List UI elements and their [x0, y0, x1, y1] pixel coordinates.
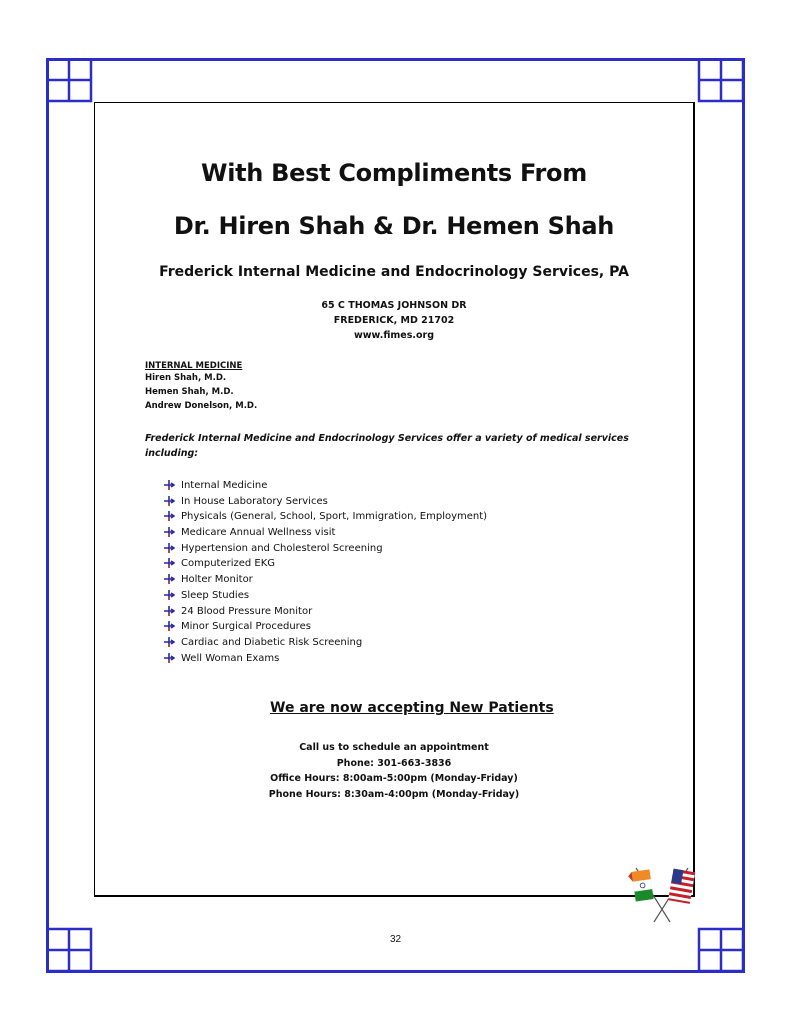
- accepting-patients-heading: We are now accepting New Patients: [270, 700, 554, 716]
- doctor-name: Andrew Donelson, M.D.: [145, 401, 258, 411]
- staff-list: [145, 361, 257, 413]
- list-item: In House Laboratory Services: [163, 493, 487, 509]
- list-item: Minor Surgical Procedures: [163, 618, 487, 634]
- address-block: [95, 298, 693, 343]
- list-item: Medicare Annual Wellness visit: [163, 524, 487, 540]
- website-link[interactable]: www.fimes.org: [354, 330, 434, 341]
- list-item: Computerized EKG: [163, 555, 487, 571]
- crossed-flags-icon: [628, 862, 698, 924]
- list-item: Well Woman Exams: [163, 650, 487, 666]
- arrow-bullet-icon: [163, 493, 179, 509]
- arrow-bullet-icon: [163, 540, 179, 556]
- frame-corner-top-right: [697, 58, 745, 104]
- doctor-name: Hemen Shah, M.D.: [145, 387, 234, 397]
- practice-name: Frederick Internal Medicine and Endocrinology Services, PA: [159, 264, 629, 280]
- arrow-bullet-icon: [163, 587, 179, 603]
- heading-doctors: Dr. Hiren Shah & Dr. Hemen Shah: [173, 212, 615, 240]
- list-item: Cardiac and Diabetic Risk Screening: [163, 634, 487, 650]
- arrow-bullet-icon: [163, 650, 179, 666]
- doctor-name: Hiren Shah, M.D.: [145, 373, 227, 383]
- arrow-bullet-icon: [163, 508, 179, 524]
- list-item: Sleep Studies: [163, 587, 487, 603]
- services-list: [163, 477, 487, 665]
- services-intro: Frederick Internal Medicine and Endocrinology Services offer a variety of medical services including:: [145, 433, 629, 459]
- arrow-bullet-icon: [163, 477, 179, 493]
- address-city: FREDERICK, MD 21702: [333, 315, 455, 326]
- page-number: 32: [389, 934, 402, 945]
- phone-hours: Phone Hours: 8:30am-4:00pm (Monday-Friday): [268, 788, 520, 800]
- list-item: 24 Blood Pressure Monitor: [163, 603, 487, 619]
- arrow-bullet-icon: [163, 618, 179, 634]
- list-item: Hypertension and Cholesterol Screening: [163, 540, 487, 556]
- arrow-bullet-icon: [163, 634, 179, 650]
- arrow-bullet-icon: [163, 555, 179, 571]
- list-item: Internal Medicine: [163, 477, 487, 493]
- contact-phone[interactable]: Phone: 301-663-3836: [336, 757, 452, 769]
- frame-corner-top-left: [46, 58, 94, 104]
- office-hours: Office Hours: 8:00am-5:00pm (Monday-Friday): [270, 773, 518, 784]
- contact-cta: Call us to schedule an appointment: [299, 742, 489, 753]
- contact-block: [95, 740, 693, 802]
- staff-heading: INTERNAL MEDICINE: [145, 361, 243, 371]
- heading-compliments: With Best Compliments From: [201, 159, 587, 187]
- advertisement-page: [94, 102, 695, 897]
- arrow-bullet-icon: [163, 603, 179, 619]
- address-street: 65 C THOMAS JOHNSON DR: [321, 300, 467, 311]
- list-item: Holter Monitor: [163, 571, 487, 587]
- arrow-bullet-icon: [163, 571, 179, 587]
- list-item: Physicals (General, School, Sport, Immigration, Employment): [163, 508, 487, 524]
- arrow-bullet-icon: [163, 524, 179, 540]
